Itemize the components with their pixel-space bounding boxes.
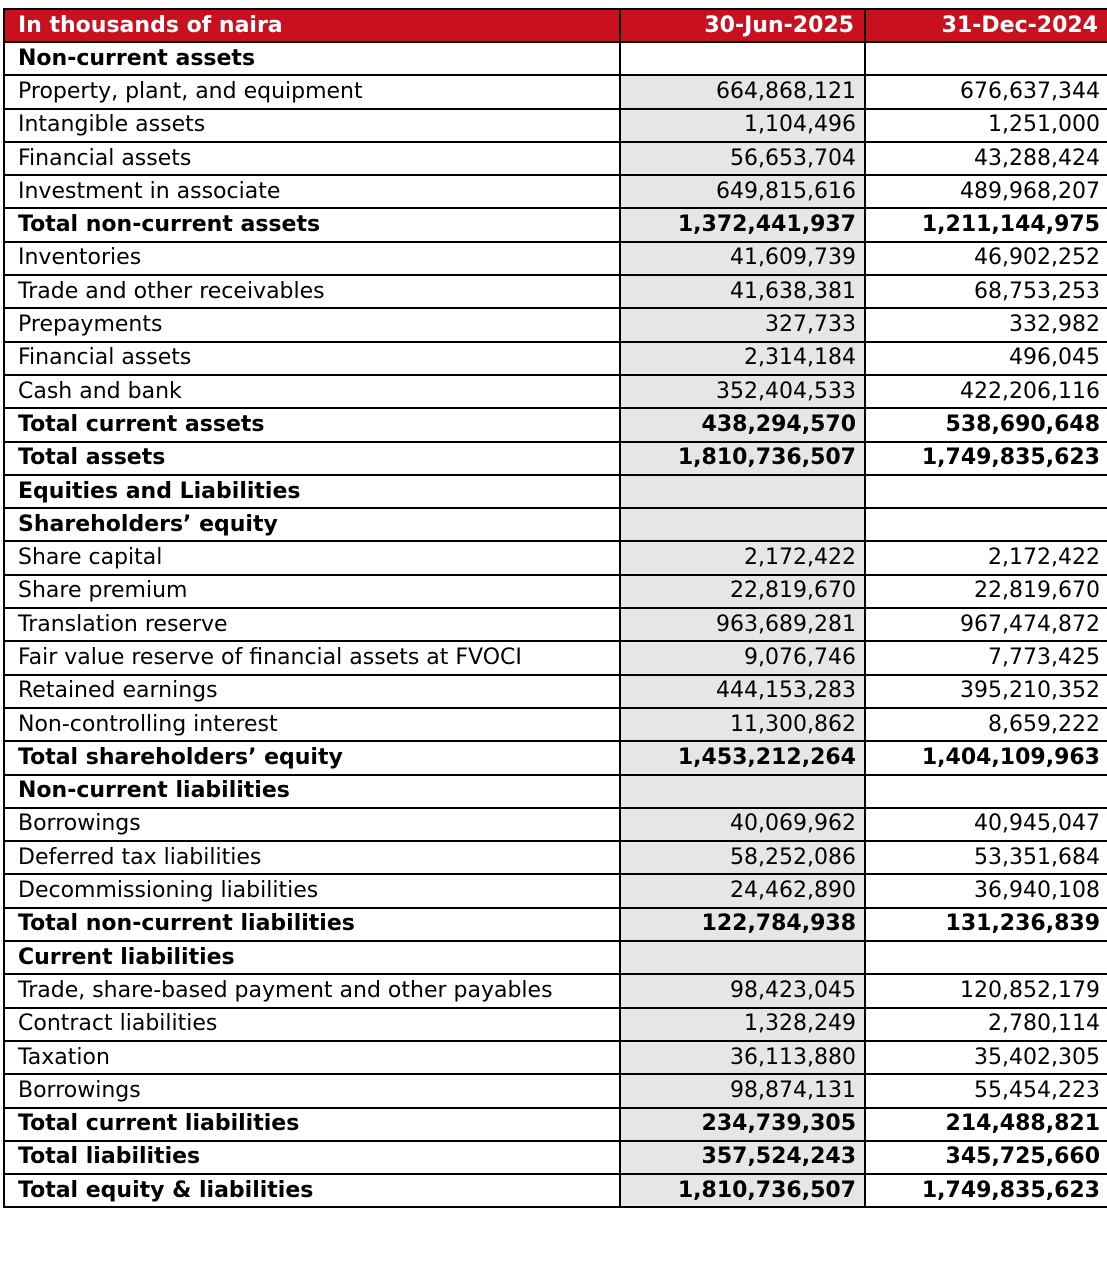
row-label: Total liabilities — [4, 1141, 620, 1174]
current-period-value: 22,819,670 — [620, 575, 865, 608]
current-period-value: 36,113,880 — [620, 1041, 865, 1074]
row-label: Current liabilities — [4, 941, 620, 974]
current-period-value: 352,404,533 — [620, 375, 865, 408]
prior-period-value: 131,236,839 — [865, 908, 1107, 941]
header-label: In thousands of naira — [4, 9, 620, 42]
table-row — [4, 874, 1107, 907]
current-period-value: 444,153,283 — [620, 675, 865, 708]
row-label: Non-controlling interest — [4, 708, 620, 741]
prior-period-value — [865, 941, 1107, 974]
current-period-value: 963,689,281 — [620, 608, 865, 641]
table-row — [4, 375, 1107, 408]
row-label: Deferred tax liabilities — [4, 841, 620, 874]
table-row — [4, 1074, 1107, 1107]
prior-period-value: 35,402,305 — [865, 1041, 1107, 1074]
prior-period-value: 22,819,670 — [865, 575, 1107, 608]
row-label: Property, plant, and equipment — [4, 75, 620, 108]
prior-period-value: 40,945,047 — [865, 808, 1107, 841]
table-row — [4, 1008, 1107, 1041]
row-label: Share capital — [4, 541, 620, 574]
prior-period-value: 967,474,872 — [865, 608, 1107, 641]
prior-period-value: 1,211,144,975 — [865, 208, 1107, 241]
prior-period-value: 55,454,223 — [865, 1074, 1107, 1107]
table-row — [4, 608, 1107, 641]
row-label: Decommissioning liabilities — [4, 874, 620, 907]
current-period-value: 1,453,212,264 — [620, 741, 865, 774]
table-row — [4, 641, 1107, 674]
current-period-value: 649,815,616 — [620, 175, 865, 208]
prior-period-value: 68,753,253 — [865, 275, 1107, 308]
table-row — [4, 208, 1107, 241]
prior-period-value: 43,288,424 — [865, 142, 1107, 175]
current-period-value: 1,372,441,937 — [620, 208, 865, 241]
table-row — [4, 142, 1107, 175]
table-row — [4, 908, 1107, 941]
current-period-value: 2,314,184 — [620, 342, 865, 375]
row-label: Share premium — [4, 575, 620, 608]
prior-period-value: 120,852,179 — [865, 974, 1107, 1007]
current-period-value — [620, 42, 865, 75]
table-row — [4, 42, 1107, 75]
current-period-value: 98,423,045 — [620, 974, 865, 1007]
prior-period-value: 422,206,116 — [865, 375, 1107, 408]
current-period-value: 40,069,962 — [620, 808, 865, 841]
prior-period-value: 395,210,352 — [865, 675, 1107, 708]
table-row — [4, 808, 1107, 841]
row-label: Non-current liabilities — [4, 775, 620, 808]
table-row — [4, 974, 1107, 1007]
table-row — [4, 342, 1107, 375]
row-label: Total equity & liabilities — [4, 1174, 620, 1207]
current-period-value: 664,868,121 — [620, 75, 865, 108]
row-label: Borrowings — [4, 808, 620, 841]
prior-period-value — [865, 775, 1107, 808]
current-period-value: 41,609,739 — [620, 242, 865, 275]
financial-position-table — [3, 8, 1107, 1208]
row-label: Equities and Liabilities — [4, 475, 620, 508]
row-label: Fair value reserve of financial assets at FVOCI — [4, 641, 620, 674]
table-row — [4, 1141, 1107, 1174]
row-label: Taxation — [4, 1041, 620, 1074]
current-period-value: 1,328,249 — [620, 1008, 865, 1041]
current-period-value — [620, 475, 865, 508]
table-row — [4, 541, 1107, 574]
table-row — [4, 109, 1107, 142]
table-row — [4, 475, 1107, 508]
row-label: Total shareholders’ equity — [4, 741, 620, 774]
prior-period-value: 2,780,114 — [865, 1008, 1107, 1041]
row-label: Cash and bank — [4, 375, 620, 408]
table-body — [4, 42, 1107, 1207]
prior-period-value: 332,982 — [865, 308, 1107, 341]
prior-period-value: 1,749,835,623 — [865, 442, 1107, 475]
prior-period-value: 496,045 — [865, 342, 1107, 375]
row-label: Prepayments — [4, 308, 620, 341]
current-period-value — [620, 941, 865, 974]
table-row — [4, 741, 1107, 774]
row-label: Trade and other receivables — [4, 275, 620, 308]
table-row — [4, 275, 1107, 308]
row-label: Financial assets — [4, 342, 620, 375]
row-label: Total current liabilities — [4, 1108, 620, 1141]
table-row — [4, 1108, 1107, 1141]
table-row — [4, 442, 1107, 475]
row-label: Investment in associate — [4, 175, 620, 208]
row-label: Total assets — [4, 442, 620, 475]
table-row — [4, 308, 1107, 341]
current-period-value: 41,638,381 — [620, 275, 865, 308]
prior-period-value — [865, 508, 1107, 541]
prior-period-value: 53,351,684 — [865, 841, 1107, 874]
current-period-value: 438,294,570 — [620, 408, 865, 441]
prior-period-value: 8,659,222 — [865, 708, 1107, 741]
prior-period-value: 345,725,660 — [865, 1141, 1107, 1174]
row-label: Financial assets — [4, 142, 620, 175]
prior-period-value: 538,690,648 — [865, 408, 1107, 441]
table-row — [4, 75, 1107, 108]
table-row — [4, 708, 1107, 741]
prior-period-value: 676,637,344 — [865, 75, 1107, 108]
current-period-value: 327,733 — [620, 308, 865, 341]
table-row — [4, 508, 1107, 541]
table-row — [4, 1041, 1107, 1074]
header-current-period: 30-Jun-2025 — [620, 9, 865, 42]
row-label: Total current assets — [4, 408, 620, 441]
table-row — [4, 941, 1107, 974]
current-period-value: 9,076,746 — [620, 641, 865, 674]
table-row — [4, 675, 1107, 708]
row-label: Translation reserve — [4, 608, 620, 641]
current-period-value: 357,524,243 — [620, 1141, 865, 1174]
table-header-row — [4, 9, 1107, 42]
prior-period-value: 1,251,000 — [865, 109, 1107, 142]
row-label: Intangible assets — [4, 109, 620, 142]
table-row — [4, 408, 1107, 441]
current-period-value: 56,653,704 — [620, 142, 865, 175]
row-label: Non-current assets — [4, 42, 620, 75]
row-label: Total non-current liabilities — [4, 908, 620, 941]
current-period-value: 1,104,496 — [620, 109, 865, 142]
current-period-value: 1,810,736,507 — [620, 442, 865, 475]
current-period-value: 1,810,736,507 — [620, 1174, 865, 1207]
prior-period-value: 1,749,835,623 — [865, 1174, 1107, 1207]
row-label: Retained earnings — [4, 675, 620, 708]
row-label: Borrowings — [4, 1074, 620, 1107]
current-period-value: 122,784,938 — [620, 908, 865, 941]
prior-period-value: 46,902,252 — [865, 242, 1107, 275]
current-period-value: 24,462,890 — [620, 874, 865, 907]
table-row — [4, 242, 1107, 275]
current-period-value: 2,172,422 — [620, 541, 865, 574]
current-period-value: 234,739,305 — [620, 1108, 865, 1141]
current-period-value: 11,300,862 — [620, 708, 865, 741]
row-label: Contract liabilities — [4, 1008, 620, 1041]
prior-period-value: 214,488,821 — [865, 1108, 1107, 1141]
current-period-value — [620, 508, 865, 541]
current-period-value: 58,252,086 — [620, 841, 865, 874]
row-label: Trade, share-based payment and other payables — [4, 974, 620, 1007]
prior-period-value: 2,172,422 — [865, 541, 1107, 574]
prior-period-value: 1,404,109,963 — [865, 741, 1107, 774]
row-label: Total non-current assets — [4, 208, 620, 241]
prior-period-value: 7,773,425 — [865, 641, 1107, 674]
prior-period-value — [865, 42, 1107, 75]
prior-period-value: 489,968,207 — [865, 175, 1107, 208]
prior-period-value: 36,940,108 — [865, 874, 1107, 907]
prior-period-value — [865, 475, 1107, 508]
current-period-value — [620, 775, 865, 808]
table-row — [4, 175, 1107, 208]
table-row — [4, 775, 1107, 808]
table-row — [4, 575, 1107, 608]
current-period-value: 98,874,131 — [620, 1074, 865, 1107]
table-row — [4, 1174, 1107, 1207]
table-row — [4, 841, 1107, 874]
header-prior-period: 31-Dec-2024 — [865, 9, 1107, 42]
row-label: Inventories — [4, 242, 620, 275]
row-label: Shareholders’ equity — [4, 508, 620, 541]
